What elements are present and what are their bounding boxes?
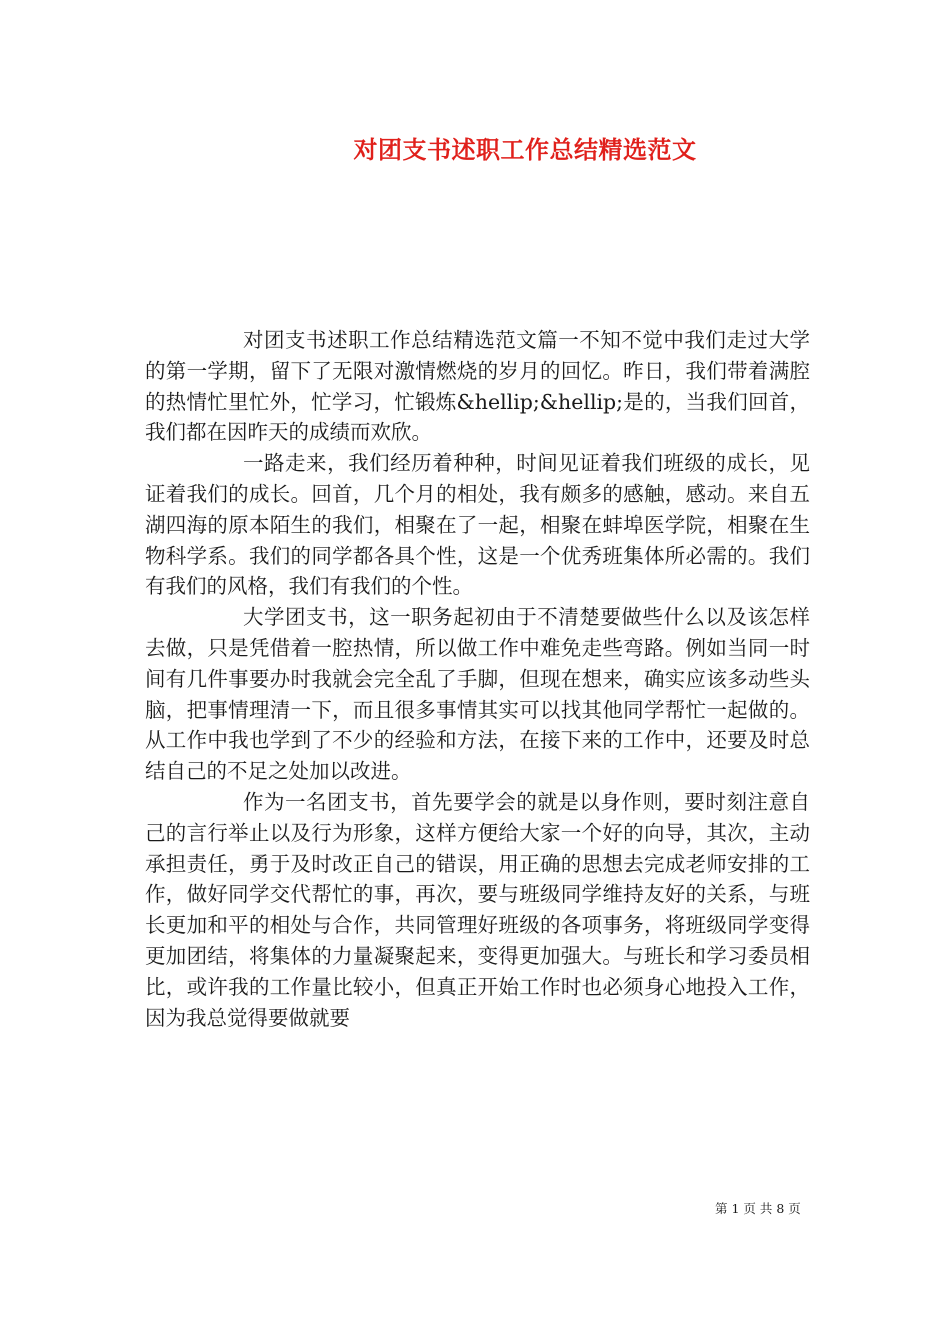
paragraph-2: 一路走来，我们经历着种种，时间见证着我们班级的成长，见证着我们的成长。回首，几个月的相处，我有颇多的感触，感动。来自五湖四海的原本陌生的我们，相聚在了一起，相聚在蚌埠医学院，相聚在生物科学系。我们的同学都各具个性，这是一个优秀班集体所必需的。我们有我们的风格，我们有我们的个性。: [145, 451, 810, 599]
document-title: 对团支书述职工作总结精选范文: [353, 135, 697, 164]
page-number-footer: 第 1 页 共 8 页: [715, 1201, 801, 1216]
paragraph-1: 对团支书述职工作总结精选范文篇一不知不觉中我们走过大学的第一学期，留下了无限对激情燃烧的岁月的回忆。昨日，我们带着满腔的热情忙里忙外，忙学习，忙锻炼&hellip;&hellip;是的，当我们回首，我们都在因昨天的成绩而欢欣。: [145, 328, 810, 445]
paragraph-3: 大学团支书，这一职务起初由于不清楚要做些什么以及该怎样去做，只是凭借着一腔热情，所以做工作中难免走些弯路。例如当同一时间有几件事要办时我就会完全乱了手脚，但现在想来，确实应该多动些头脑，把事情理清一下，而且很多事情其实可以找其他同学帮忙一起做的。从工作中我也学到了不少的经验和方法，在接下来的工作中，还要及时总结自己的不足之处加以改进。: [145, 605, 810, 784]
paragraph-4: 作为一名团支书，首先要学会的就是以身作则，要时刻注意自己的言行举止以及行为形象，这样方便给大家一个好的向导，其次，主动承担责任，勇于及时改正自己的错误，用正确的思想去完成老师安排的工作，做好同学交代帮忙的事，再次，要与班级同学维持友好的关系，与班长更加和平的相处与合作，共同管理好班级的各项事务，将班级同学变得更加团结，将集体的力量凝聚起来，变得更加强大。与班长和学习委员相比，或许我的工作量比较小，但真正开始工作时也必须身心地投入工作，因为我总觉得要做就要: [145, 789, 810, 1030]
document-body: [145, 325, 810, 1033]
